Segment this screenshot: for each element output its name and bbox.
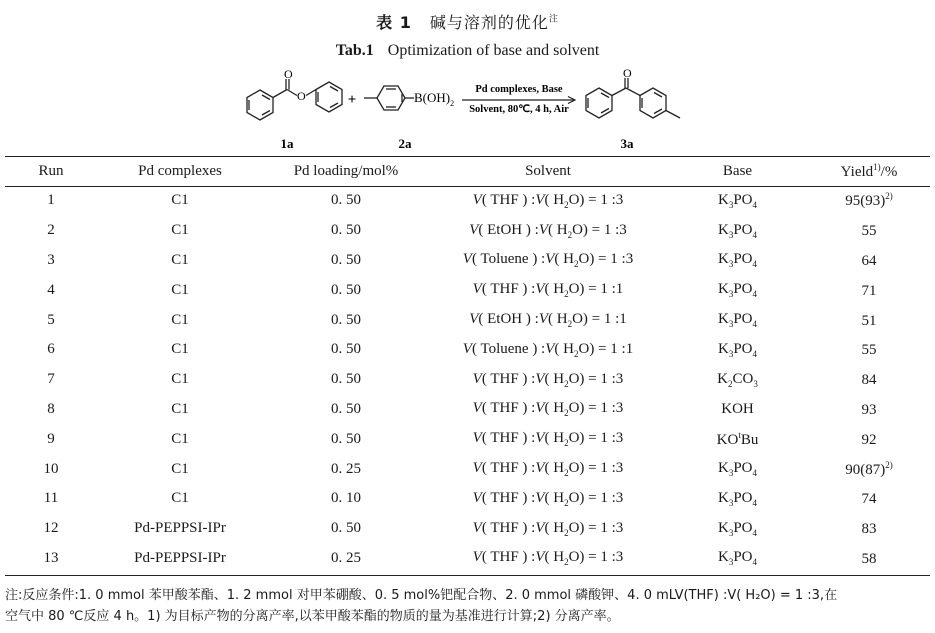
cell-run: 7 bbox=[47, 371, 55, 388]
cell-pd-loading: 0. 50 bbox=[331, 430, 361, 447]
header-pd-loading: Pd loading/mol% bbox=[293, 163, 399, 179]
solvent-name: THF bbox=[490, 549, 519, 566]
solvent-name: EtOH bbox=[487, 311, 523, 328]
table-row bbox=[5, 544, 930, 574]
cell-solvent: V( THF ) :V( $H_2O) = 1$ :3 bbox=[472, 400, 624, 419]
ester-oxygen-label: O bbox=[297, 89, 306, 103]
header-yield bbox=[808, 157, 930, 186]
cell-run: 13 bbox=[43, 549, 59, 566]
solvent-name: THF bbox=[490, 519, 519, 536]
cell-yield bbox=[808, 305, 930, 335]
cell-pd-complex: C1 bbox=[171, 430, 189, 447]
reactant-2a-label: 2a bbox=[398, 136, 412, 151]
cell-pd-complex: C1 bbox=[171, 490, 189, 507]
cell-pd-complex: C1 bbox=[171, 400, 189, 417]
boronic-acid-subscript: 2 bbox=[450, 99, 455, 108]
plus-sign: + bbox=[347, 92, 357, 108]
cell-base: $KO^tBu$ bbox=[716, 429, 759, 448]
cell-pd-loading: 0. 50 bbox=[331, 281, 361, 298]
solvent-ratio: 1 :3 bbox=[600, 549, 624, 566]
yield-value: 95(93) bbox=[845, 193, 886, 210]
solvent-name: EtOH bbox=[487, 221, 523, 238]
solvent-name: THF bbox=[490, 430, 519, 447]
header-pd-complexes: Pd complexes bbox=[138, 163, 222, 179]
solvent-ratio: 1 :3 bbox=[600, 489, 624, 506]
cell-run: 6 bbox=[47, 341, 55, 358]
cell-pd-loading: 0. 50 bbox=[331, 251, 361, 268]
cell-solvent: V( THF ) :V( $H_2O) = 1$ :3 bbox=[472, 549, 624, 568]
solvent-ratio: 1 :1 bbox=[603, 311, 627, 328]
cell-yield bbox=[808, 216, 930, 246]
table-row bbox=[5, 514, 930, 544]
cell-run: 10 bbox=[43, 460, 59, 477]
cell-yield bbox=[808, 514, 930, 544]
reactant-2a-structure bbox=[364, 86, 414, 110]
cell-solvent: V( EtOH ) :V( $H_2O) = 1$ :1 bbox=[469, 311, 627, 330]
cell-pd-loading: 0. 10 bbox=[331, 490, 361, 507]
cell-base: $K_3PO_4$ bbox=[717, 221, 758, 240]
table-row bbox=[5, 424, 930, 454]
cell-yield bbox=[808, 335, 930, 365]
solvent-ratio: 1 :3 bbox=[610, 251, 634, 268]
product-oxygen-label: O bbox=[623, 66, 632, 80]
yield-value: 55 bbox=[861, 223, 877, 240]
cell-yield bbox=[808, 365, 930, 395]
table-row bbox=[5, 395, 930, 425]
cell-pd-loading: 0. 50 bbox=[331, 222, 361, 239]
cell-yield bbox=[808, 544, 930, 574]
cell-run: 11 bbox=[43, 490, 59, 507]
solvent-ratio: 1 :3 bbox=[600, 430, 624, 447]
footnote-line-1: 注:反应条件:1. 0 mmol 苯甲酸苯酯、1. 2 mmol 对甲苯硼酸、0. 5 mol%钯配合物、2. 0 mmol 磷酸钾、4. 0 mLV(THF) :V( H₂O) = 1 :3,在 bbox=[5, 588, 838, 603]
solvent-ratio: 1 :3 bbox=[600, 460, 624, 477]
yield-value: 71 bbox=[861, 282, 877, 299]
cell-pd-complex: C1 bbox=[171, 341, 189, 358]
cell-yield bbox=[808, 484, 930, 514]
table-row bbox=[5, 186, 930, 216]
table-row bbox=[5, 216, 930, 246]
cell-base: $K_3PO_4$ bbox=[717, 460, 758, 479]
cell-run: 1 bbox=[47, 192, 55, 209]
boronic-acid-label bbox=[414, 90, 454, 108]
solvent-name: THF bbox=[490, 370, 519, 387]
yield-value: 74 bbox=[861, 491, 877, 508]
solvent-name: THF bbox=[490, 191, 519, 208]
yield-sup: 2) bbox=[885, 459, 893, 470]
table-footnote bbox=[5, 585, 930, 627]
cell-solvent: V( THF ) :V( $H_2O) = 1$ :3 bbox=[472, 489, 624, 508]
cell-base: $K_2CO_3$ bbox=[717, 370, 758, 389]
cell-base: $K_3PO_4$ bbox=[717, 191, 758, 210]
cell-yield bbox=[808, 395, 930, 425]
yield-sup: 2) bbox=[885, 191, 893, 202]
cell-run: 3 bbox=[47, 251, 55, 268]
header-run: Run bbox=[38, 163, 64, 179]
yield-note-mark: 1) bbox=[873, 162, 881, 172]
yield-value: 92 bbox=[861, 431, 877, 448]
cell-solvent: V( Toluene ) :V( $H_2O) = 1$ :3 bbox=[462, 251, 634, 270]
solvent-name: Toluene bbox=[480, 251, 529, 268]
product-3a-structure bbox=[586, 78, 680, 118]
cell-base: $K_3PO_4$ bbox=[717, 549, 758, 568]
table-row bbox=[5, 365, 930, 395]
solvent-ratio: 1 :3 bbox=[600, 191, 624, 208]
cell-solvent: V( EtOH ) :V( $H_2O) = 1$ :3 bbox=[469, 221, 627, 240]
cell-yield bbox=[808, 186, 930, 216]
cell-base: $K_3PO_4$ bbox=[717, 251, 758, 270]
cell-solvent: V( THF ) :V( $H_2O) = 1$ :3 bbox=[472, 370, 624, 389]
yield-value: 83 bbox=[861, 521, 877, 538]
cell-pd-complex: C1 bbox=[171, 192, 189, 209]
cell-pd-complex: Pd-PEPPSI-IPr bbox=[134, 549, 226, 566]
table-caption-en: Optimization of base and solvent bbox=[387, 42, 600, 59]
reactant-1a-label: 1a bbox=[280, 136, 294, 151]
yield-value: 84 bbox=[861, 372, 877, 389]
reaction-arrow bbox=[462, 97, 575, 104]
yield-unit: /% bbox=[880, 164, 898, 180]
solvent-ratio: 1 :3 bbox=[600, 400, 624, 417]
cell-pd-loading: 0. 50 bbox=[331, 311, 361, 328]
cell-solvent: V( THF ) :V( $H_2O) = 1$ :1 bbox=[472, 281, 624, 300]
header-row bbox=[5, 157, 930, 186]
cell-pd-loading: 0. 25 bbox=[331, 549, 361, 566]
cell-yield bbox=[808, 454, 930, 484]
boronic-acid-text: B(OH) bbox=[414, 90, 451, 105]
cell-base: $K_3PO_4$ bbox=[717, 340, 758, 359]
cell-run: 5 bbox=[47, 311, 55, 328]
table-row bbox=[5, 335, 930, 365]
conditions-top: Pd complexes, Base bbox=[475, 84, 563, 95]
cell-solvent: V( THF ) :V( $H_2O) = 1$ :3 bbox=[472, 191, 624, 210]
table-row bbox=[5, 275, 930, 305]
cell-pd-complex: Pd-PEPPSI-IPr bbox=[134, 520, 226, 537]
table-number-en: Tab.1 bbox=[335, 42, 374, 59]
cell-pd-complex: C1 bbox=[171, 371, 189, 388]
table-row bbox=[5, 246, 930, 276]
solvent-ratio: 1 :3 bbox=[603, 221, 627, 238]
cell-yield bbox=[808, 246, 930, 276]
carbonyl-oxygen-label: O bbox=[284, 67, 293, 81]
yield-value: 55 bbox=[861, 342, 877, 359]
conditions-bottom: Solvent, 80℃, 4 h, Air bbox=[469, 104, 569, 115]
cell-base: $K_3PO_4$ bbox=[717, 311, 758, 330]
footnote-line-2: 空气中 80 ℃反应 4 h。1) 为目标产物的分离产率,以苯甲酸苯酯的物质的量为基准进行计算;2) 分离产率。 bbox=[5, 609, 620, 624]
cell-run: 4 bbox=[47, 281, 55, 298]
cell-solvent: V( THF ) :V( $H_2O) = 1$ :3 bbox=[472, 519, 624, 538]
table-bottom-rule bbox=[5, 575, 930, 576]
table-row bbox=[5, 305, 930, 335]
cell-solvent: V( THF ) :V( $H_2O) = 1$ :3 bbox=[472, 430, 624, 449]
product-3a-label: 3a bbox=[620, 136, 634, 151]
yield-value: 51 bbox=[861, 312, 877, 329]
header-base: Base bbox=[722, 163, 753, 179]
header-solvent: Solvent bbox=[525, 163, 571, 179]
cell-pd-complex: C1 bbox=[171, 222, 189, 239]
cell-pd-loading: 0. 50 bbox=[331, 400, 361, 417]
cell-run: 9 bbox=[47, 430, 55, 447]
cell-base: $K_3PO_4$ bbox=[717, 489, 758, 508]
cell-pd-loading: 0. 50 bbox=[331, 520, 361, 537]
cell-yield bbox=[808, 424, 930, 454]
reaction-scheme bbox=[0, 66, 935, 154]
yield-value: 90(87) bbox=[845, 461, 886, 478]
solvent-ratio: 1 :1 bbox=[610, 340, 634, 357]
cell-pd-complex: C1 bbox=[171, 460, 189, 477]
cell-run: 8 bbox=[47, 400, 55, 417]
solvent-name: THF bbox=[490, 460, 519, 477]
cell-yield bbox=[808, 275, 930, 305]
yield-value: 93 bbox=[861, 401, 877, 418]
solvent-name: THF bbox=[490, 489, 519, 506]
solvent-ratio: 1 :3 bbox=[600, 370, 624, 387]
cell-solvent: V( Toluene ) :V( $H_2O) = 1$ :1 bbox=[462, 340, 634, 359]
cell-pd-complex: C1 bbox=[171, 311, 189, 328]
cell-solvent: V( THF ) :V( $H_2O) = 1$ :3 bbox=[472, 460, 624, 479]
solvent-ratio: 1 :1 bbox=[600, 281, 624, 298]
cell-pd-loading: 0. 50 bbox=[331, 371, 361, 388]
optimization-table bbox=[5, 157, 930, 573]
yield-label: Yield bbox=[840, 164, 874, 180]
cell-pd-complex: C1 bbox=[171, 251, 189, 268]
cell-pd-loading: 0. 50 bbox=[331, 341, 361, 358]
table-number-cn: 表 1 bbox=[376, 13, 412, 32]
cell-base: $K_3PO_4$ bbox=[717, 519, 758, 538]
solvent-name: THF bbox=[490, 400, 519, 417]
cell-pd-complex: C1 bbox=[171, 281, 189, 298]
table-row bbox=[5, 484, 930, 514]
table-title-en bbox=[0, 42, 935, 60]
solvent-ratio: 1 :3 bbox=[600, 519, 624, 536]
table-caption-cn: 碱与溶剂的优化 bbox=[429, 13, 549, 32]
cell-pd-loading: 0. 25 bbox=[331, 460, 361, 477]
cell-run: 12 bbox=[43, 520, 59, 537]
solvent-name: Toluene bbox=[480, 340, 529, 357]
caption-note-mark: 注 bbox=[548, 14, 559, 25]
solvent-name: THF bbox=[490, 281, 519, 298]
cell-pd-loading: 0. 50 bbox=[331, 192, 361, 209]
cell-run: 2 bbox=[47, 222, 55, 239]
yield-value: 64 bbox=[861, 252, 877, 269]
cell-base: KOH bbox=[721, 400, 754, 417]
cell-base: $K_3PO_4$ bbox=[717, 281, 758, 300]
table-row bbox=[5, 454, 930, 484]
table-title-cn bbox=[0, 10, 935, 33]
yield-value: 58 bbox=[861, 550, 877, 567]
reactant-1a-structure bbox=[247, 79, 342, 120]
